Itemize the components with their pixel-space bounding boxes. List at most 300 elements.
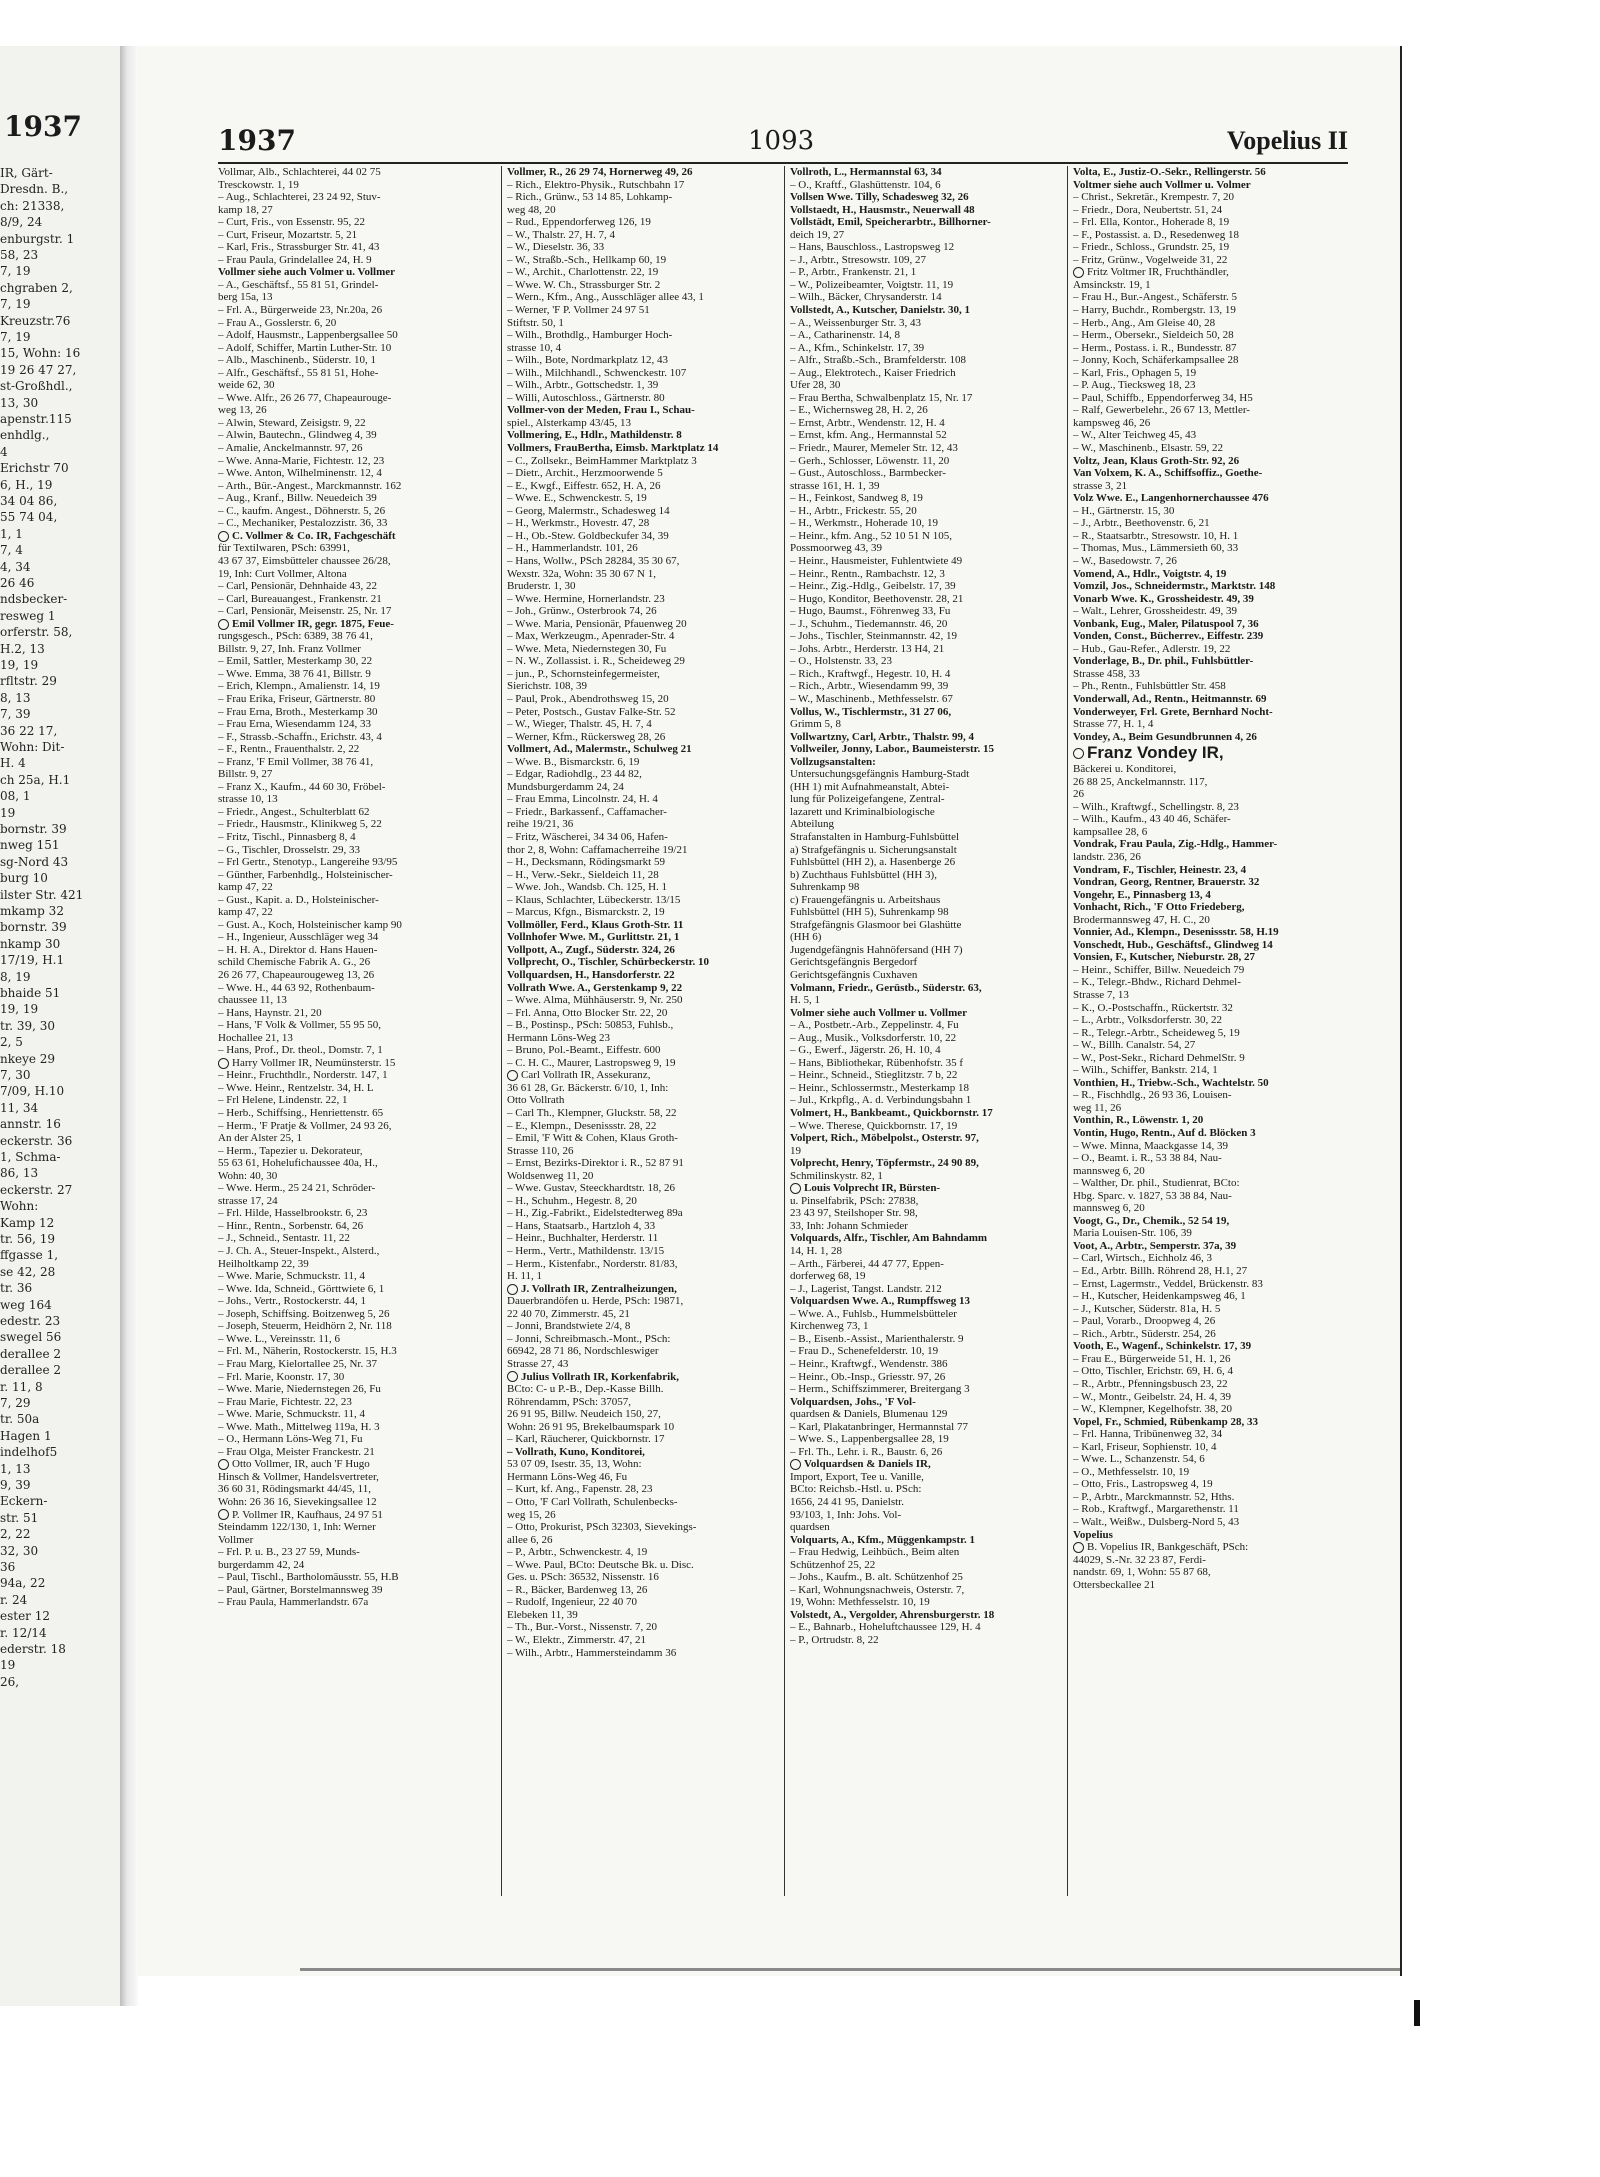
entry-text: – Ed., Arbtr. Billh. Röhrend 28, H.1, 27 xyxy=(1073,1265,1248,1278)
directory-entry xyxy=(507,1044,782,1057)
entry-text: – A., Postbetr.-Arb., Zeppelinstr. 4, Fu xyxy=(790,1019,959,1032)
entry-text: Vollprecht, O., Tischler, Schürbeckerstr. 10 xyxy=(507,956,709,969)
directory-entry xyxy=(790,1446,1065,1459)
entry-text: – Walt., Weißw., Dulsberg-Nord 5, 43 xyxy=(1073,1515,1240,1528)
entry-text: weg 11, 26 xyxy=(1073,1101,1122,1114)
directory-entry xyxy=(507,994,782,1007)
directory-entry-heading xyxy=(507,931,782,944)
directory-entry xyxy=(790,1195,1065,1208)
directory-entry xyxy=(1073,826,1348,839)
entry-text: Jugendgefängnis Hahnöfersand (HH 7) xyxy=(790,943,963,956)
directory-entry xyxy=(1073,1227,1348,1240)
entry-text: – Wwe. Hermine, Hornerlandstr. 23 xyxy=(507,592,665,605)
left-page-line: 8, 13 xyxy=(0,690,31,705)
directory-entry xyxy=(790,1308,1065,1321)
directory-column-2 xyxy=(501,166,782,1896)
directory-entry xyxy=(507,241,782,254)
entry-text: – O., Methfesselstr. 10, 19 xyxy=(1073,1465,1190,1478)
directory-entry xyxy=(790,517,1065,530)
entry-text: – Herm., Postass. i. R., Bundesstr. 87 xyxy=(1073,341,1237,354)
directory-entry xyxy=(1073,1002,1348,1015)
entry-text: – Gerh., Schlosser, Löwenstr. 11, 20 xyxy=(790,454,950,467)
entry-text: – Frl. Hanna, Tribünenweg 32, 34 xyxy=(1073,1428,1223,1441)
entry-text: – Rudolf, Ingenieur, 22 40 70 xyxy=(507,1596,638,1609)
directory-entry xyxy=(218,768,493,781)
directory-entry-heading xyxy=(1073,1127,1348,1140)
entry-text: Voogt, G., Dr., Chemik., 52 54 19, xyxy=(1073,1214,1230,1227)
entry-text: – W., Maschinenb., Elsastr. 59, 22 xyxy=(1073,442,1224,455)
entry-text: Volmert, H., Bankbeamt., Quickbornstr. 17 xyxy=(790,1107,993,1120)
entry-text: 19, Wohn: Methfesselstr. 10, 19 xyxy=(790,1596,930,1609)
circle-marker-icon xyxy=(218,1459,229,1470)
directory-entry xyxy=(790,856,1065,869)
entry-text: Vonderweyer, Frl. Grete, Bernhard Nocht- xyxy=(1073,705,1273,718)
entry-text: – Heinr., Kraftwgf., Wendenstr. 386 xyxy=(790,1357,948,1370)
entry-text: – Wwe. Emma, 38 76 41, Billstr. 9 xyxy=(218,667,371,680)
directory-entry xyxy=(1073,914,1348,927)
directory-entry xyxy=(1073,1303,1348,1316)
entry-text: – Frl. Marie, Koonstr. 17, 30 xyxy=(218,1370,345,1383)
directory-entry xyxy=(218,1170,493,1183)
left-page-line: 26 46 xyxy=(0,576,35,590)
directory-entry xyxy=(1073,392,1348,405)
directory-entry xyxy=(507,1534,782,1547)
directory-entry xyxy=(790,492,1065,505)
entry-text: 93/103, 1, Inh: Johs. Vol- xyxy=(790,1508,902,1521)
entry-text: Volpert, Rich., Möbelpolst., Osterstr. 97, xyxy=(790,1132,979,1145)
directory-entry xyxy=(1073,555,1348,568)
entry-text: – Harry, Buchdr., Rombergstr. 13, 19 xyxy=(1073,304,1236,317)
entry-text: – F., Strassb.-Schaffn., Erichstr. 43, 4 xyxy=(218,730,382,743)
directory-entry xyxy=(1073,480,1348,493)
entry-text: 14, H. 1, 28 xyxy=(790,1245,842,1258)
entry-text: strasse 3, 21 xyxy=(1073,479,1128,492)
entry-text: – Wwe. Joh., Wandsb. Ch. 125, H. 1 xyxy=(507,881,668,894)
entry-text: Billstr. 9, 27 xyxy=(218,768,273,781)
entry-text: chaussee 11, 13 xyxy=(218,994,287,1007)
entry-text: Ottersbeckallee 21 xyxy=(1073,1578,1156,1591)
directory-entry xyxy=(790,1634,1065,1647)
entry-text: – A., Weissenburger Str. 3, 43 xyxy=(790,316,922,329)
entry-text: – Heinr., Buchhalter, Herderstr. 11 xyxy=(507,1232,659,1245)
entry-text: – H., Schuhm., Hegestr. 8, 20 xyxy=(507,1194,637,1207)
directory-entry-heading xyxy=(1073,1416,1348,1429)
directory-entry xyxy=(1073,1027,1348,1040)
circle-marker-icon xyxy=(507,1371,518,1382)
entry-text: – Wwe. Meta, Niedernstegen 30, Fu xyxy=(507,642,667,655)
entry-text: Vollstedt, A., Kutscher, Danielstr. 30, 1 xyxy=(790,304,970,317)
directory-entry-heading xyxy=(790,204,1065,217)
directory-entry-heading xyxy=(790,756,1065,769)
entry-text: – Heinr., kfm. Ang., 52 10 51 N 105, xyxy=(790,529,952,542)
directory-entry xyxy=(218,1496,493,1509)
directory-entry xyxy=(1073,191,1348,204)
directory-entry xyxy=(790,1220,1065,1233)
directory-entry-heading xyxy=(507,442,782,455)
entry-text: – Joseph, Schiffsing. Boitzenweg 5, 26 xyxy=(218,1307,390,1320)
directory-entry xyxy=(1073,1202,1348,1215)
entry-text: 19, Inh: Curt Vollmer, Altona xyxy=(218,567,347,580)
entry-text: 23 43 97, Steilshoper Str. 98, xyxy=(790,1207,918,1220)
left-page-line: Hagen 1 xyxy=(0,1428,52,1443)
directory-entry xyxy=(218,856,493,869)
entry-text: – Wwe. H., 44 63 92, Rothenbaum- xyxy=(218,981,375,994)
entry-text: – Karl, Fris., Ophagen 5, 19 xyxy=(1073,366,1197,379)
directory-entry xyxy=(218,944,493,957)
directory-entry xyxy=(1073,813,1348,826)
directory-entry xyxy=(218,605,493,618)
directory-entry xyxy=(1073,605,1348,618)
entry-text: Vopel, Fr., Schmied, Rübenkamp 28, 33 xyxy=(1073,1415,1258,1428)
directory-entry-heading xyxy=(1073,901,1348,914)
directory-entry xyxy=(218,818,493,831)
entry-text: – P., Arbtr., Marckmannstr. 52, Hths. xyxy=(1073,1490,1235,1503)
entry-text: – Frau Marie, Fichtestr. 22, 23 xyxy=(218,1395,352,1408)
directory-columns xyxy=(218,166,1348,1906)
directory-entry xyxy=(218,1546,493,1559)
entry-text: Hbg. Sparc. v. 1827, 53 38 84, Nau- xyxy=(1073,1189,1232,1202)
left-page-line: 7, 4 xyxy=(0,543,23,558)
directory-entry xyxy=(507,806,782,819)
entry-text: 22 40 70, Zimmerstr. 45, 21 xyxy=(507,1307,630,1320)
circle-marker-icon xyxy=(1073,748,1084,759)
directory-entry xyxy=(218,881,493,894)
directory-entry xyxy=(218,1483,493,1496)
entry-text: Volta, E., Justiz-O.-Sekr., Rellingerstr. 56 xyxy=(1073,166,1266,178)
entry-text: – Herm., Obersekr., Sieldeich 50, 28 xyxy=(1073,329,1234,342)
directory-entry xyxy=(790,1019,1065,1032)
directory-entry xyxy=(507,580,782,593)
entry-text: – Wwe. Therese, Quickbornstr. 17, 19 xyxy=(790,1119,958,1132)
book-gutter xyxy=(120,46,138,2006)
entry-text: – Frl. Hilde, Hasselbrookstr. 6, 23 xyxy=(218,1207,368,1220)
entry-text: – Hugo, Baumst., Föhrenweg 33, Fu xyxy=(790,605,951,618)
directory-entry xyxy=(507,781,782,794)
directory-entry xyxy=(218,1534,493,1547)
directory-entry xyxy=(507,693,782,706)
directory-entry xyxy=(1073,530,1348,543)
entry-text: – Wilh., Arbtr., Gottschedstr. 1, 39 xyxy=(507,379,659,392)
directory-entry xyxy=(218,517,493,530)
directory-entry xyxy=(507,568,782,581)
entry-text: – A., Geschäftsf., 55 81 51, Grindel- xyxy=(218,278,379,291)
directory-entry xyxy=(790,969,1065,982)
directory-entry xyxy=(507,706,782,719)
entry-text: – Wwe. Anton, Wilhelminenstr. 12, 4 xyxy=(218,467,382,480)
entry-text: – Gust., Kapit. a. D., Holsteinischer- xyxy=(218,893,379,906)
entry-text: nandstr. 69, 1, Wohn: 55 87 68, xyxy=(1073,1566,1211,1579)
directory-entry xyxy=(790,931,1065,944)
directory-entry xyxy=(507,317,782,330)
directory-entry-heading xyxy=(1073,568,1348,581)
directory-entry-heading xyxy=(1073,731,1348,744)
directory-entry xyxy=(507,1433,782,1446)
entry-text: Louis Volprecht IR, Bürsten- xyxy=(804,1182,941,1195)
entry-text: – O., Beamt. i. R., 53 38 84, Nau- xyxy=(1073,1152,1222,1165)
directory-entry xyxy=(507,1634,782,1647)
entry-text: – Heinr., Zig.-Hdlg., Geibelstr. 17, 39 xyxy=(790,580,956,593)
directory-entry xyxy=(218,1571,493,1584)
directory-entry xyxy=(218,1232,493,1245)
directory-entry-heading xyxy=(1073,876,1348,889)
left-page-line: 7, 19 xyxy=(0,264,31,279)
directory-entry xyxy=(218,1345,493,1358)
entry-text: – Heinr., Schneid., Stieglitzstr. 7 b, 22 xyxy=(790,1069,958,1082)
directory-entry xyxy=(218,806,493,819)
entry-text: deich 19, 27 xyxy=(790,228,845,241)
left-page-strip xyxy=(0,46,123,2006)
left-page-line: Wohn: Dit- xyxy=(0,740,65,754)
directory-entry xyxy=(1073,404,1348,417)
entry-text: – Bruno, Pol.-Beamt., Eiffestr. 600 xyxy=(507,1044,661,1057)
entry-text: – Aug., Elektrotech., Kaiser Friedrich xyxy=(790,366,956,379)
left-page-line: nkamp 30 xyxy=(0,936,61,951)
entry-text: allee 6, 26 xyxy=(507,1533,553,1546)
directory-entry xyxy=(507,1245,782,1258)
entry-text: Vollmar, Alb., Schlachterei, 44 02 75 xyxy=(218,166,381,178)
entry-text: weg 13, 26 xyxy=(218,404,267,417)
entry-text: – Johs., Kaufm., B. alt. Schützenhof 25 xyxy=(790,1571,963,1584)
entry-text: Röhrendamm, PSch: 37057, xyxy=(507,1395,632,1408)
directory-entry xyxy=(218,241,493,254)
entry-text: Grimm 5, 8 xyxy=(790,718,842,731)
circle-marker-icon xyxy=(1073,267,1084,278)
entry-text: – W., Dieselstr. 36, 33 xyxy=(507,241,605,254)
entry-text: – Max, Werkzeugm., Apenrader-Str. 4 xyxy=(507,630,675,643)
page-header xyxy=(218,124,1348,164)
directory-entry xyxy=(1073,1466,1348,1479)
left-page-line: r. 24 xyxy=(0,1592,28,1607)
entry-text: – Paul, Gärtner, Borstelmannsweg 39 xyxy=(218,1583,383,1596)
directory-entry xyxy=(218,1220,493,1233)
entry-text: – Wwe. A., Fuhlsb., Hummelsbütteler xyxy=(790,1307,957,1320)
left-page-year: 1937 xyxy=(4,110,82,143)
directory-entry xyxy=(507,1120,782,1133)
directory-entry-heading xyxy=(1073,1340,1348,1353)
entry-text: – R., Fischhdlg., 26 93 36, Louisen- xyxy=(1073,1089,1232,1102)
directory-entry-heading xyxy=(1073,492,1348,505)
directory-entry xyxy=(218,844,493,857)
directory-entry xyxy=(218,718,493,731)
left-page-line: 19 xyxy=(0,805,16,820)
entry-text: Strasse 110, 26 xyxy=(507,1144,574,1157)
directory-entry xyxy=(507,517,782,530)
directory-entry-heading xyxy=(1073,743,1348,763)
entry-text: – W., Straßb.-Sch., Hellkamp 60, 19 xyxy=(507,253,667,266)
directory-entry xyxy=(790,768,1065,781)
directory-entry xyxy=(1073,1152,1348,1165)
entry-text: – A., Kfm., Schinkelstr. 17, 39 xyxy=(790,341,925,354)
directory-entry xyxy=(218,354,493,367)
directory-entry xyxy=(507,367,782,380)
entry-text: Volmer siehe auch Vollmer u. Vollmer xyxy=(790,1006,968,1019)
directory-entry xyxy=(790,944,1065,957)
directory-entry xyxy=(218,404,493,417)
directory-entry-heading xyxy=(507,969,782,982)
entry-text: – C., Mechaniker, Pestalozzistr. 36, 33 xyxy=(218,517,388,530)
directory-entry xyxy=(507,1007,782,1020)
entry-text: – Carl, Pensionär, Meisenstr. 25, Nr. 17 xyxy=(218,605,392,618)
entry-text: berg 15a, 13 xyxy=(218,291,273,304)
entry-text: Otto Vollmer, IR, auch 'F Hugo xyxy=(232,1458,370,1471)
directory-entry xyxy=(507,542,782,555)
directory-entry xyxy=(218,1471,493,1484)
entry-text: – Otto, Fris., Lastropsweg 4, 19 xyxy=(1073,1478,1213,1491)
directory-entry xyxy=(507,1345,782,1358)
directory-entry-heading xyxy=(790,1609,1065,1622)
directory-entry xyxy=(1073,1265,1348,1278)
entry-text: – P., Arbtr., Schwenckestr. 4, 19 xyxy=(507,1546,648,1559)
entry-text: BCto: C- u P.-B., Dep.-Kasse Billh. xyxy=(507,1383,664,1396)
entry-text: Bruderstr. 1, 30 xyxy=(507,580,576,593)
entry-text: Harry Vollmer IR, Neumünsterstr. 15 xyxy=(232,1056,396,1069)
entry-text: – Ralf, Gewerbelehr., 26 67 13, Mettler- xyxy=(1073,404,1250,417)
directory-entry xyxy=(790,1509,1065,1522)
entry-text: mannsweg 6, 20 xyxy=(1073,1202,1145,1215)
directory-entry xyxy=(218,1258,493,1271)
directory-entry-heading xyxy=(507,982,782,995)
directory-entry xyxy=(507,894,782,907)
directory-entry-heading xyxy=(790,743,1065,756)
entry-text: – Adolf, Hausmstr., Lappenbergsallee 50 xyxy=(218,329,398,342)
circle-marker-icon xyxy=(218,531,229,542)
directory-entry xyxy=(218,1320,493,1333)
directory-entry xyxy=(1073,964,1348,977)
directory-entry xyxy=(507,856,782,869)
entry-text: lazarett und Kriminalbiologische xyxy=(790,805,935,818)
entry-text: – Dietr., Archit., Herzmoorwende 5 xyxy=(507,467,663,480)
directory-entry xyxy=(218,367,493,380)
directory-entry xyxy=(1073,776,1348,789)
entry-text: – Herm., Vertr., Mathildenstr. 13/15 xyxy=(507,1245,665,1258)
entry-text: Hermann Löns-Weg 23 xyxy=(507,1031,610,1044)
directory-entry xyxy=(790,894,1065,907)
left-page-line: ch 25a, H.1 xyxy=(0,772,71,787)
entry-text: – J., Lagerist, Tangst. Landstr. 212 xyxy=(790,1282,942,1295)
entry-text: Volquarts, A., Kfm., Müggenkampstr. 1 xyxy=(790,1533,975,1546)
entry-text: – H., Verw.-Sekr., Sieldeich 11, 28 xyxy=(507,868,659,881)
entry-text: – Alfr., Geschäftsf., 55 81 51, Hohe- xyxy=(218,366,379,379)
directory-entry xyxy=(1073,379,1348,392)
entry-text: – Wwe. Math., Mittelweg 119a, H. 3 xyxy=(218,1420,380,1433)
entry-text: – R., Arbtr., Pfenningsbusch 23, 22 xyxy=(1073,1377,1228,1390)
entry-text: – O., Holstenstr. 33, 23 xyxy=(790,655,893,668)
entry-text: – Fritz, Grünw., Vogelweide 31, 22 xyxy=(1073,253,1228,266)
directory-entry xyxy=(1073,989,1348,1002)
directory-entry xyxy=(790,869,1065,882)
directory-entry xyxy=(790,568,1065,581)
directory-entry xyxy=(790,291,1065,304)
directory-entry xyxy=(218,1421,493,1434)
directory-entry xyxy=(507,906,782,919)
directory-entry xyxy=(790,279,1065,292)
directory-entry xyxy=(507,530,782,543)
entry-text: – E., Bahnarb., Hoheluftchaussee 129, H. 4 xyxy=(790,1621,981,1634)
directory-entry xyxy=(790,1596,1065,1609)
directory-entry xyxy=(218,580,493,593)
directory-entry xyxy=(218,304,493,317)
entry-text: – P., Ortrudstr. 8, 22 xyxy=(790,1633,879,1646)
directory-entry xyxy=(1073,1252,1348,1265)
directory-entry xyxy=(507,680,782,693)
directory-entry xyxy=(1073,851,1348,864)
directory-entry-heading xyxy=(1073,593,1348,606)
directory-entry xyxy=(790,241,1065,254)
entry-text: – Wilh., Schiffer, Bankstr. 214, 1 xyxy=(1073,1064,1218,1077)
entry-text: – Karl, Fris., Strassburger Str. 41, 43 xyxy=(218,241,380,254)
left-page-line: eckerstr. 36 xyxy=(0,1133,73,1148)
entry-text: – W., Basedowstr. 7, 26 xyxy=(1073,554,1177,567)
circle-marker-icon xyxy=(507,1070,518,1081)
entry-text: – C. H. C., Maurer, Lastropsweg 9, 19 xyxy=(507,1056,676,1069)
entry-text: – H., Hammerlandstr. 101, 26 xyxy=(507,542,638,555)
entry-text: – Heinr., Ob.-Insp., Griesstr. 97, 26 xyxy=(790,1370,946,1383)
left-page-line: 1, Schma- xyxy=(0,1150,61,1164)
entry-text: – Carl, Pensionär, Dehnhaide 43, 22 xyxy=(218,580,378,593)
directory-entry xyxy=(790,1094,1065,1107)
entry-text: – Paul, Tischl., Bartholomäusstr. 55, H.B xyxy=(218,1571,399,1584)
entry-text: Dauerbrandöfen u. Herde, PSch: 19871, xyxy=(507,1295,684,1308)
directory-entry xyxy=(790,693,1065,706)
entry-text: Vonbank, Eug., Maler, Pilatuspool 7, 36 xyxy=(1073,617,1259,630)
directory-entry xyxy=(790,467,1065,480)
entry-text: weg 48, 20 xyxy=(507,203,556,216)
directory-entry xyxy=(1073,266,1348,279)
directory-entry xyxy=(218,1446,493,1459)
left-page-line: 8, 19 xyxy=(0,969,31,984)
entry-text: – Wilh., Bote, Nordmarkplatz 12, 43 xyxy=(507,354,668,367)
entry-text: – Walt., Lehrer, Grossheidestr. 49, 39 xyxy=(1073,605,1238,618)
entry-text: – Friedr., Barkassenf., Caffamacher- xyxy=(507,805,667,818)
left-page-line: 8/9, 24 xyxy=(0,215,43,230)
entry-text: – Jonni, Schreibmasch.-Mont., PSch: xyxy=(507,1332,671,1345)
directory-entry xyxy=(218,781,493,794)
entry-text: – Frau A., Gosslerstr. 6, 20 xyxy=(218,316,337,329)
directory-entry-heading xyxy=(1073,179,1348,192)
directory-entry xyxy=(1073,1428,1348,1441)
directory-entry-heading xyxy=(1073,1215,1348,1228)
entry-text: Vollwartzny, Carl, Arbtr., Thalstr. 99, 4 xyxy=(790,730,975,743)
entry-text: Steindamm 122/130, 1, Inh: Werner xyxy=(218,1521,376,1534)
directory-entry-heading xyxy=(507,429,782,442)
directory-entry xyxy=(790,179,1065,192)
directory-entry xyxy=(507,1094,782,1107)
left-page-line: tr. 50a xyxy=(0,1412,40,1427)
directory-entry xyxy=(218,1245,493,1258)
entry-text: – Amalie, Anckelmannstr. 97, 26 xyxy=(218,442,363,455)
circle-marker-icon xyxy=(790,1183,801,1194)
entry-text: Vollnhofer Wwe. M., Gurlittstr. 21, 1 xyxy=(507,931,680,944)
entry-text: Voltmer siehe auch Vollmer u. Volmer xyxy=(1073,178,1251,191)
directory-entry-heading xyxy=(1073,1114,1348,1127)
entry-text: – Frau Erika, Friseur, Gärtnerstr. 80 xyxy=(218,692,376,705)
left-page-line: tr. 36 xyxy=(0,1281,33,1296)
left-page-line: 1, 1 xyxy=(0,526,23,541)
entry-text: a) Strafgefängnis u. Sicherungsanstalt xyxy=(790,843,957,856)
directory-entry xyxy=(218,455,493,468)
entry-text: Woldsenweg 11, 20 xyxy=(507,1169,594,1182)
entry-text: – Frl. A., Bürgerweide 23, Nr.20a, 26 xyxy=(218,304,383,317)
entry-text: Mundsburgerdamm 24, 24 xyxy=(507,780,624,793)
directory-entry-heading xyxy=(1073,939,1348,952)
directory-entry xyxy=(790,1371,1065,1384)
directory-entry xyxy=(507,1132,782,1145)
entry-text: Volprecht, Henry, Töpfermstr., 24 90 89, xyxy=(790,1157,979,1170)
entry-text: Vopelius xyxy=(1073,1528,1113,1541)
left-page-line: weg 164 xyxy=(0,1297,52,1312)
entry-text: Vollmers, FrauBertha, Eimsb. Marktplatz 14 xyxy=(507,442,719,455)
entry-text: – Georg, Malermstr., Schadesweg 14 xyxy=(507,504,670,517)
